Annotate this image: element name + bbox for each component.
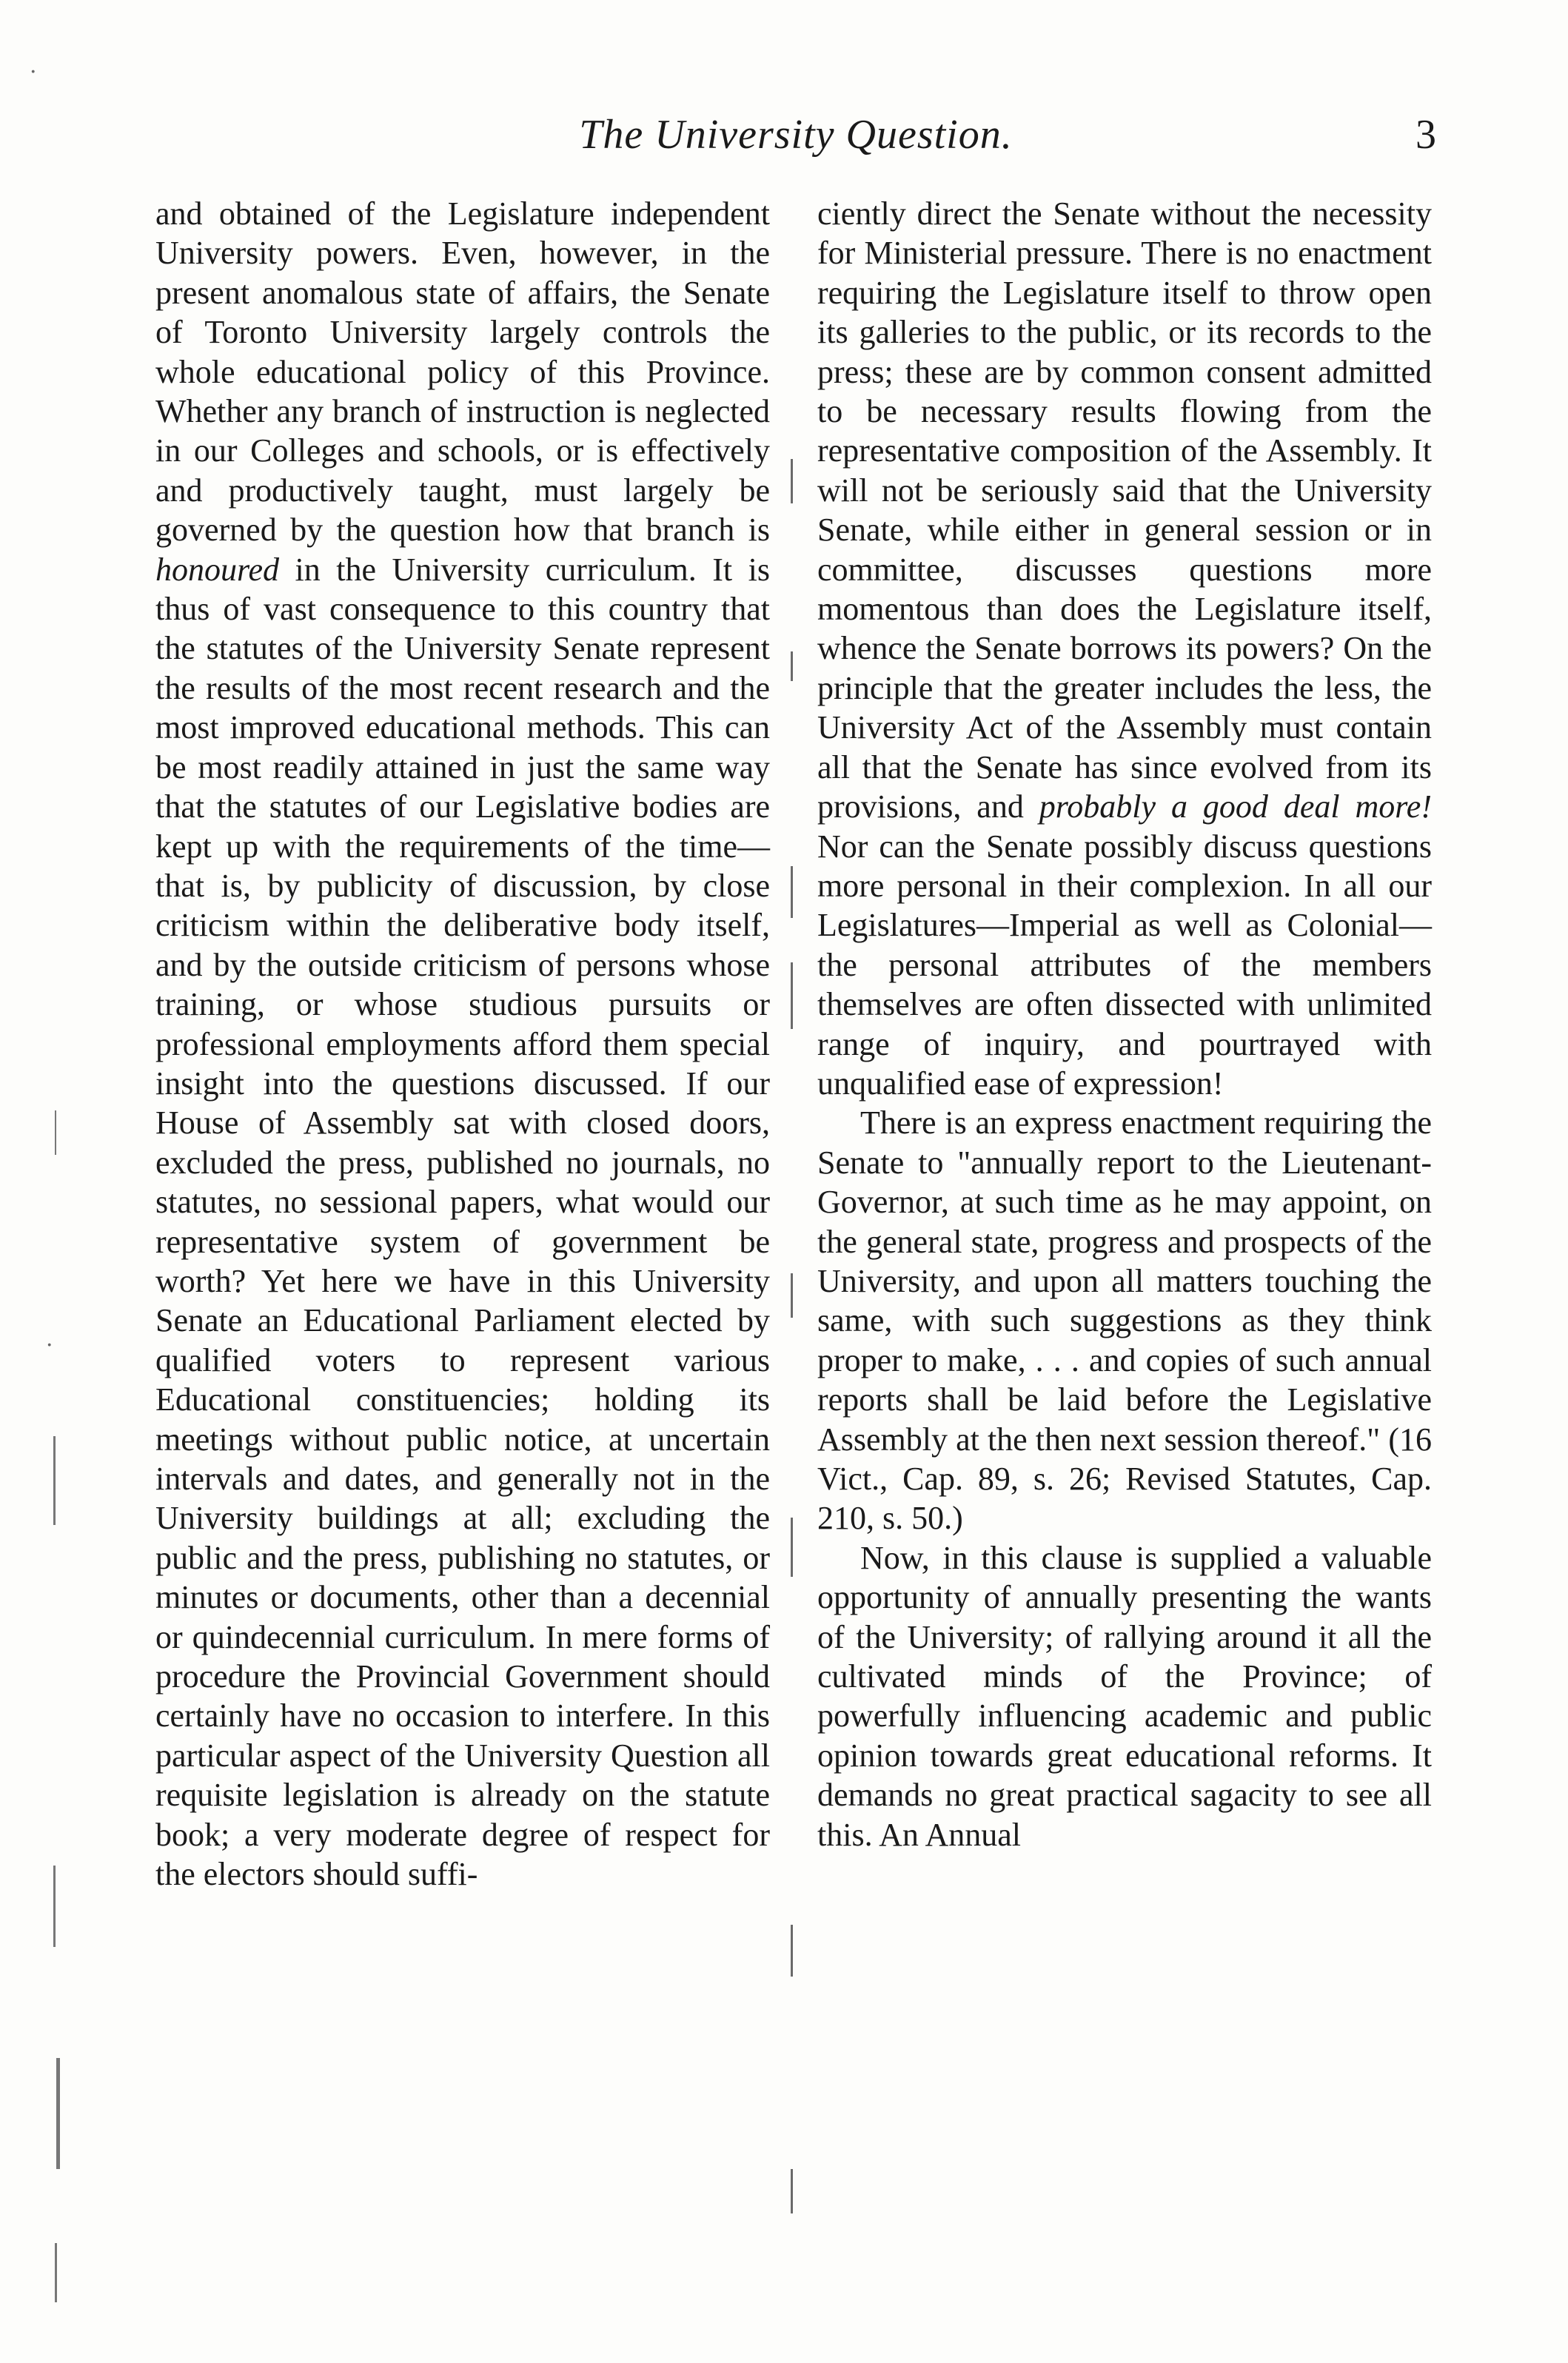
right-paragraph-1 (817, 194, 1432, 1103)
right-paragraph-3: Now, in this clause is supplied a valuable opportunity of annually presenting the wants of the University; of rallying around it all the cultivated minds of the Province; of powerfully influencing academic and public opinion towards great educational reforms. It demands no great practical sagacity to see all this. An Annual (817, 1539, 1432, 1853)
margin-mark-3 (56, 2058, 60, 2169)
margin-speck-2: · (46, 1333, 53, 1358)
margin-mark-2 (53, 1866, 56, 1947)
page-number: 3 (1415, 112, 1436, 158)
right-p1-text-b: Nor can the Senate possibly discuss questions more personal in their complexion. In all our Legislatures—Imperial as well as Colonial—the personal attributes of the members themselves are often dissected with unlimited range of inquiry, and pourtrayed with unqualified ease of expression! (817, 828, 1432, 1102)
left-paragraph-1 (155, 194, 770, 1894)
gutter-rule-1 (791, 459, 793, 503)
running-head (155, 111, 1436, 170)
margin-mark-1 (53, 1436, 56, 1525)
gutter-rule-4 (791, 962, 793, 1029)
running-title: The University Question. (579, 112, 1013, 158)
right-p1-italic: probably a good deal more! (1039, 788, 1432, 825)
gutter-rule-5 (791, 1273, 793, 1318)
left-p1-text-b: in the University curriculum. It is thus of vast consequence to this country that the statutes of the University Senate represent the results of the most recent research and the most improved educational methods. This can be most readily attained in just the same way that the statutes of our Legislative bodies are kept up with the requirements of the time—that is, by publicity of discussion, by close criticism within the deliberative body itself, and by the outside criticism of persons whose training, or whose studious pursuits or professional employments afford them special insight into the questions discussed. If our House of Assembly sat with closed doors, excluded the press, published no journals, no statutes, no sessional papers, what would our representative system of government be worth? Yet here we have in this University Senate an Educational Parliament elected by qualified voters to represent various Educational constituencies; holding its meetings without public notice, at uncertain intervals and dates, and generally not in the University buildings at all; excluding the public and the press, publishing no statutes, or minutes or documents, other than a decennial or quindecennial curriculum. In mere forms of procedure the Provincial Government should certainly have no occasion to interfere. In this particular aspect of the University Question all requisite legislation is already on the statute book; a very moderate degree of respect for the electors should suffi- (155, 551, 770, 1893)
right-paragraph-2: There is an express enactment requiring the Senate to "annually report to the Lieutenant-Governor, at such time as he may appoint, on the general state, progress and prospects of the University, and upon all matters touching the same, with such suggestions as they think proper to make, . . . and copies of such annual reports shall be laid before the Legislative Assembly at the then next session thereof." (16 Vict., Cap. 89, s. 26; Revised Statutes, Cap. 210, s. 50.) (817, 1105, 1432, 1537)
left-column (155, 194, 770, 1894)
margin-mark-5 (55, 1110, 56, 1155)
right-column (817, 194, 1432, 1854)
left-p1-italic: honoured (155, 551, 280, 588)
gutter-rule-3 (791, 866, 793, 918)
gutter-rule-6 (791, 1518, 793, 1577)
right-p1-text-a: ciently direct the Senate without the necessity for Ministerial pressure. There is no enactment requiring the Legislature itself to throw open its galleries to the public, or its records to the press; these are by common consent admitted to be necessary results flowing from the representative composition of the Assembly. It will not be seriously said that the University Senate, while either in general session or in committee, discusses questions more momentous than does the Legislature itself, whence the Senate borrows its powers? On the principle that the greater includes the less, the University Act of the Assembly must contain all that the Senate has since evolved from its provisions, and (817, 195, 1432, 825)
margin-speck-1: · (30, 59, 37, 85)
left-p1-text-a: and obtained of the Legislature independent University powers. Even, however, in the present anomalous state of affairs, the Senate of Toronto University largely controls the whole educational policy of this Province. Whether any branch of instruction is neglected in our Colleges and schools, or is effectively and productively taught, must largely be governed by the question how that branch is (155, 195, 770, 549)
gutter-rule-7 (791, 1925, 793, 1977)
gutter-rule-8 (791, 2169, 793, 2213)
gutter-rule-2 (791, 651, 793, 681)
margin-mark-4 (55, 2243, 57, 2302)
